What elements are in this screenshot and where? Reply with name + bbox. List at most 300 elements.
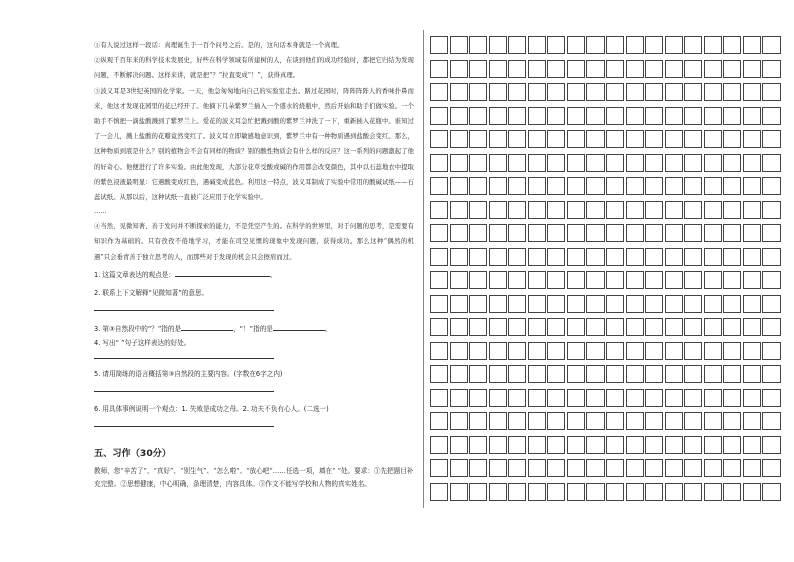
grid-cell[interactable]	[489, 60, 507, 78]
grid-cell[interactable]	[704, 201, 722, 219]
grid-cell[interactable]	[762, 389, 780, 407]
grid-cell[interactable]	[528, 318, 546, 336]
grid-cell[interactable]	[684, 412, 702, 430]
grid-cell[interactable]	[489, 436, 507, 454]
grid-cell[interactable]	[626, 412, 644, 430]
grid-cell[interactable]	[606, 365, 624, 383]
grid-cell[interactable]	[450, 201, 468, 219]
grid-cell[interactable]	[528, 154, 546, 172]
grid-cell[interactable]	[723, 177, 741, 195]
grid-cell[interactable]	[450, 318, 468, 336]
grid-cell[interactable]	[743, 318, 761, 336]
grid-cell[interactable]	[665, 130, 683, 148]
grid-cell[interactable]	[469, 36, 487, 54]
grid-cell[interactable]	[430, 436, 448, 454]
grid-cell[interactable]	[430, 83, 448, 101]
grid-cell[interactable]	[626, 107, 644, 125]
grid-cell[interactable]	[704, 248, 722, 266]
grid-cell[interactable]	[469, 154, 487, 172]
grid-cell[interactable]	[704, 271, 722, 289]
grid-cell[interactable]	[723, 248, 741, 266]
grid-cell[interactable]	[508, 83, 526, 101]
grid-cell[interactable]	[606, 248, 624, 266]
grid-cell[interactable]	[430, 365, 448, 383]
grid-cell[interactable]	[586, 107, 604, 125]
grid-cell[interactable]	[743, 107, 761, 125]
grid-cell[interactable]	[547, 365, 565, 383]
grid-cell[interactable]	[567, 107, 585, 125]
grid-cell[interactable]	[489, 224, 507, 242]
grid-cell[interactable]	[489, 248, 507, 266]
grid-cell[interactable]	[723, 412, 741, 430]
grid-cell[interactable]	[626, 459, 644, 477]
grid-cell[interactable]	[450, 107, 468, 125]
grid-cell[interactable]	[450, 389, 468, 407]
grid-cell[interactable]	[567, 459, 585, 477]
grid-cell[interactable]	[704, 459, 722, 477]
grid-cell[interactable]	[489, 271, 507, 289]
grid-cell[interactable]	[626, 248, 644, 266]
grid-cell[interactable]	[723, 36, 741, 54]
grid-cell[interactable]	[762, 201, 780, 219]
grid-cell[interactable]	[547, 342, 565, 360]
grid-cell[interactable]	[645, 342, 663, 360]
grid-cell[interactable]	[762, 295, 780, 313]
grid-cell[interactable]	[743, 271, 761, 289]
grid-cell[interactable]	[547, 389, 565, 407]
grid-cell[interactable]	[567, 83, 585, 101]
grid-cell[interactable]	[762, 271, 780, 289]
grid-cell[interactable]	[450, 248, 468, 266]
grid-cell[interactable]	[528, 83, 546, 101]
grid-cell[interactable]	[762, 342, 780, 360]
grid-cell[interactable]	[489, 295, 507, 313]
grid-cell[interactable]	[469, 248, 487, 266]
grid-cell[interactable]	[762, 83, 780, 101]
grid-cell[interactable]	[567, 177, 585, 195]
grid-cell[interactable]	[450, 271, 468, 289]
grid-cell[interactable]	[684, 342, 702, 360]
grid-cell[interactable]	[743, 412, 761, 430]
grid-cell[interactable]	[489, 342, 507, 360]
grid-cell[interactable]	[723, 459, 741, 477]
grid-cell[interactable]	[684, 389, 702, 407]
grid-cell[interactable]	[762, 130, 780, 148]
grid-cell[interactable]	[645, 412, 663, 430]
grid-cell[interactable]	[762, 154, 780, 172]
grid-cell[interactable]	[547, 224, 565, 242]
grid-cell[interactable]	[665, 201, 683, 219]
grid-cell[interactable]	[743, 201, 761, 219]
grid-cell[interactable]	[665, 107, 683, 125]
grid-cell[interactable]	[723, 318, 741, 336]
grid-cell[interactable]	[508, 459, 526, 477]
grid-cell[interactable]	[684, 459, 702, 477]
grid-cell[interactable]	[684, 295, 702, 313]
grid-cell[interactable]	[606, 154, 624, 172]
answer-blank-1[interactable]	[175, 269, 270, 277]
grid-cell[interactable]	[450, 177, 468, 195]
grid-cell[interactable]	[586, 36, 604, 54]
grid-cell[interactable]	[606, 342, 624, 360]
grid-cell[interactable]	[606, 412, 624, 430]
grid-cell[interactable]	[450, 365, 468, 383]
grid-cell[interactable]	[469, 271, 487, 289]
grid-cell[interactable]	[743, 248, 761, 266]
grid-cell[interactable]	[665, 389, 683, 407]
grid-cell[interactable]	[547, 107, 565, 125]
grid-cell[interactable]	[665, 436, 683, 454]
grid-cell[interactable]	[567, 483, 585, 501]
grid-cell[interactable]	[606, 177, 624, 195]
grid-cell[interactable]	[626, 224, 644, 242]
grid-cell[interactable]	[567, 201, 585, 219]
grid-cell[interactable]	[567, 412, 585, 430]
grid-cell[interactable]	[762, 36, 780, 54]
grid-cell[interactable]	[606, 295, 624, 313]
grid-cell[interactable]	[684, 36, 702, 54]
grid-cell[interactable]	[626, 318, 644, 336]
grid-cell[interactable]	[430, 483, 448, 501]
grid-cell[interactable]	[567, 130, 585, 148]
grid-cell[interactable]	[704, 389, 722, 407]
grid-cell[interactable]	[508, 36, 526, 54]
grid-cell[interactable]	[684, 154, 702, 172]
grid-cell[interactable]	[743, 154, 761, 172]
grid-cell[interactable]	[489, 483, 507, 501]
grid-cell[interactable]	[665, 154, 683, 172]
grid-cell[interactable]	[547, 60, 565, 78]
grid-cell[interactable]	[743, 60, 761, 78]
grid-cell[interactable]	[704, 436, 722, 454]
grid-cell[interactable]	[743, 483, 761, 501]
grid-cell[interactable]	[528, 459, 546, 477]
grid-cell[interactable]	[469, 83, 487, 101]
grid-cell[interactable]	[586, 389, 604, 407]
grid-cell[interactable]	[469, 483, 487, 501]
grid-cell[interactable]	[586, 271, 604, 289]
grid-cell[interactable]	[469, 412, 487, 430]
grid-cell[interactable]	[547, 318, 565, 336]
grid-cell[interactable]	[528, 436, 546, 454]
grid-cell[interactable]	[586, 483, 604, 501]
grid-cell[interactable]	[586, 365, 604, 383]
grid-cell[interactable]	[430, 36, 448, 54]
grid-cell[interactable]	[450, 483, 468, 501]
grid-cell[interactable]	[626, 436, 644, 454]
grid-cell[interactable]	[626, 389, 644, 407]
grid-cell[interactable]	[547, 459, 565, 477]
grid-cell[interactable]	[508, 436, 526, 454]
grid-cell[interactable]	[450, 295, 468, 313]
grid-cell[interactable]	[508, 60, 526, 78]
grid-cell[interactable]	[528, 412, 546, 430]
grid-cell[interactable]	[547, 36, 565, 54]
grid-cell[interactable]	[547, 201, 565, 219]
grid-cell[interactable]	[508, 177, 526, 195]
grid-cell[interactable]	[528, 60, 546, 78]
grid-cell[interactable]	[704, 60, 722, 78]
grid-cell[interactable]	[743, 436, 761, 454]
grid-cell[interactable]	[547, 154, 565, 172]
grid-cell[interactable]	[665, 365, 683, 383]
grid-cell[interactable]	[430, 318, 448, 336]
grid-cell[interactable]	[665, 342, 683, 360]
grid-cell[interactable]	[684, 177, 702, 195]
grid-cell[interactable]	[430, 271, 448, 289]
composition-writing-grid[interactable]	[430, 36, 786, 508]
grid-cell[interactable]	[606, 107, 624, 125]
grid-cell[interactable]	[586, 342, 604, 360]
grid-cell[interactable]	[606, 60, 624, 78]
grid-cell[interactable]	[645, 60, 663, 78]
grid-cell[interactable]	[665, 318, 683, 336]
grid-cell[interactable]	[450, 36, 468, 54]
grid-cell[interactable]	[626, 295, 644, 313]
grid-cell[interactable]	[606, 271, 624, 289]
grid-cell[interactable]	[567, 295, 585, 313]
grid-cell[interactable]	[567, 154, 585, 172]
grid-cell[interactable]	[469, 107, 487, 125]
grid-cell[interactable]	[665, 483, 683, 501]
grid-cell[interactable]	[547, 412, 565, 430]
grid-cell[interactable]	[430, 248, 448, 266]
grid-cell[interactable]	[508, 389, 526, 407]
grid-cell[interactable]	[508, 201, 526, 219]
grid-cell[interactable]	[606, 436, 624, 454]
grid-cell[interactable]	[430, 412, 448, 430]
grid-cell[interactable]	[586, 436, 604, 454]
grid-cell[interactable]	[762, 365, 780, 383]
grid-cell[interactable]	[547, 130, 565, 148]
grid-cell[interactable]	[684, 365, 702, 383]
grid-cell[interactable]	[626, 130, 644, 148]
grid-cell[interactable]	[762, 412, 780, 430]
grid-cell[interactable]	[508, 154, 526, 172]
grid-cell[interactable]	[626, 83, 644, 101]
grid-cell[interactable]	[450, 459, 468, 477]
grid-cell[interactable]	[606, 459, 624, 477]
grid-cell[interactable]	[684, 60, 702, 78]
grid-cell[interactable]	[684, 201, 702, 219]
grid-cell[interactable]	[450, 60, 468, 78]
grid-cell[interactable]	[665, 412, 683, 430]
grid-cell[interactable]	[723, 342, 741, 360]
grid-cell[interactable]	[469, 224, 487, 242]
grid-cell[interactable]	[606, 389, 624, 407]
grid-cell[interactable]	[586, 412, 604, 430]
grid-cell[interactable]	[723, 201, 741, 219]
grid-cell[interactable]	[430, 201, 448, 219]
grid-cell[interactable]	[508, 412, 526, 430]
grid-cell[interactable]	[450, 83, 468, 101]
grid-cell[interactable]	[762, 60, 780, 78]
grid-cell[interactable]	[508, 107, 526, 125]
grid-cell[interactable]	[489, 459, 507, 477]
grid-cell[interactable]	[489, 201, 507, 219]
grid-cell[interactable]	[743, 224, 761, 242]
grid-cell[interactable]	[704, 342, 722, 360]
grid-cell[interactable]	[626, 201, 644, 219]
grid-cell[interactable]	[743, 295, 761, 313]
grid-cell[interactable]	[665, 295, 683, 313]
grid-cell[interactable]	[586, 130, 604, 148]
grid-cell[interactable]	[469, 342, 487, 360]
grid-cell[interactable]	[489, 154, 507, 172]
grid-cell[interactable]	[684, 107, 702, 125]
grid-cell[interactable]	[762, 224, 780, 242]
grid-cell[interactable]	[645, 154, 663, 172]
grid-cell[interactable]	[469, 201, 487, 219]
grid-cell[interactable]	[606, 224, 624, 242]
grid-cell[interactable]	[626, 36, 644, 54]
grid-cell[interactable]	[450, 154, 468, 172]
grid-cell[interactable]	[704, 224, 722, 242]
grid-cell[interactable]	[508, 365, 526, 383]
grid-cell[interactable]	[704, 177, 722, 195]
grid-cell[interactable]	[508, 295, 526, 313]
grid-cell[interactable]	[528, 130, 546, 148]
grid-cell[interactable]	[723, 483, 741, 501]
grid-cell[interactable]	[450, 436, 468, 454]
grid-cell[interactable]	[665, 271, 683, 289]
grid-cell[interactable]	[586, 224, 604, 242]
grid-cell[interactable]	[430, 459, 448, 477]
grid-cell[interactable]	[684, 224, 702, 242]
grid-cell[interactable]	[626, 342, 644, 360]
grid-cell[interactable]	[723, 83, 741, 101]
grid-cell[interactable]	[430, 60, 448, 78]
grid-cell[interactable]	[665, 224, 683, 242]
grid-cell[interactable]	[606, 483, 624, 501]
grid-cell[interactable]	[528, 365, 546, 383]
grid-cell[interactable]	[508, 483, 526, 501]
grid-cell[interactable]	[567, 436, 585, 454]
grid-cell[interactable]	[684, 483, 702, 501]
grid-cell[interactable]	[743, 36, 761, 54]
grid-cell[interactable]	[626, 60, 644, 78]
grid-cell[interactable]	[684, 271, 702, 289]
grid-cell[interactable]	[645, 36, 663, 54]
grid-cell[interactable]	[606, 318, 624, 336]
grid-cell[interactable]	[606, 83, 624, 101]
grid-cell[interactable]	[645, 295, 663, 313]
grid-cell[interactable]	[684, 130, 702, 148]
grid-cell[interactable]	[567, 36, 585, 54]
grid-cell[interactable]	[723, 130, 741, 148]
grid-cell[interactable]	[430, 224, 448, 242]
grid-cell[interactable]	[704, 83, 722, 101]
grid-cell[interactable]	[762, 318, 780, 336]
grid-cell[interactable]	[606, 36, 624, 54]
grid-cell[interactable]	[528, 389, 546, 407]
grid-cell[interactable]	[704, 295, 722, 313]
grid-cell[interactable]	[567, 389, 585, 407]
grid-cell[interactable]	[547, 295, 565, 313]
grid-cell[interactable]	[723, 365, 741, 383]
grid-cell[interactable]	[762, 459, 780, 477]
grid-cell[interactable]	[469, 130, 487, 148]
grid-cell[interactable]	[450, 412, 468, 430]
grid-cell[interactable]	[626, 154, 644, 172]
grid-cell[interactable]	[665, 459, 683, 477]
grid-cell[interactable]	[704, 365, 722, 383]
grid-cell[interactable]	[430, 154, 448, 172]
grid-cell[interactable]	[723, 224, 741, 242]
grid-cell[interactable]	[586, 177, 604, 195]
grid-cell[interactable]	[723, 389, 741, 407]
grid-cell[interactable]	[606, 130, 624, 148]
grid-cell[interactable]	[723, 295, 741, 313]
grid-cell[interactable]	[430, 130, 448, 148]
grid-cell[interactable]	[743, 177, 761, 195]
grid-cell[interactable]	[743, 459, 761, 477]
grid-cell[interactable]	[450, 130, 468, 148]
grid-cell[interactable]	[489, 412, 507, 430]
grid-cell[interactable]	[547, 436, 565, 454]
grid-cell[interactable]	[723, 107, 741, 125]
grid-cell[interactable]	[489, 36, 507, 54]
grid-cell[interactable]	[626, 177, 644, 195]
grid-cell[interactable]	[528, 271, 546, 289]
grid-cell[interactable]	[508, 130, 526, 148]
grid-cell[interactable]	[547, 83, 565, 101]
grid-cell[interactable]	[762, 107, 780, 125]
answer-blank-3a[interactable]	[181, 323, 233, 331]
grid-cell[interactable]	[606, 201, 624, 219]
grid-cell[interactable]	[586, 83, 604, 101]
grid-cell[interactable]	[567, 365, 585, 383]
grid-cell[interactable]	[665, 36, 683, 54]
grid-cell[interactable]	[430, 295, 448, 313]
grid-cell[interactable]	[567, 60, 585, 78]
grid-cell[interactable]	[743, 389, 761, 407]
grid-cell[interactable]	[762, 436, 780, 454]
grid-cell[interactable]	[547, 483, 565, 501]
grid-cell[interactable]	[469, 459, 487, 477]
grid-cell[interactable]	[528, 107, 546, 125]
grid-cell[interactable]	[469, 318, 487, 336]
grid-cell[interactable]	[586, 459, 604, 477]
grid-cell[interactable]	[489, 83, 507, 101]
grid-cell[interactable]	[528, 201, 546, 219]
grid-cell[interactable]	[430, 389, 448, 407]
grid-cell[interactable]	[704, 412, 722, 430]
grid-cell[interactable]	[528, 36, 546, 54]
grid-cell[interactable]	[704, 154, 722, 172]
grid-cell[interactable]	[528, 483, 546, 501]
grid-cell[interactable]	[547, 271, 565, 289]
grid-cell[interactable]	[489, 130, 507, 148]
grid-cell[interactable]	[704, 130, 722, 148]
grid-cell[interactable]	[450, 224, 468, 242]
grid-cell[interactable]	[645, 83, 663, 101]
grid-cell[interactable]	[743, 365, 761, 383]
grid-cell[interactable]	[567, 248, 585, 266]
grid-cell[interactable]	[645, 436, 663, 454]
grid-cell[interactable]	[684, 318, 702, 336]
grid-cell[interactable]	[489, 318, 507, 336]
grid-cell[interactable]	[645, 130, 663, 148]
grid-cell[interactable]	[704, 318, 722, 336]
grid-cell[interactable]	[645, 201, 663, 219]
grid-cell[interactable]	[723, 436, 741, 454]
answer-blank-3b[interactable]	[273, 323, 325, 331]
grid-cell[interactable]	[586, 295, 604, 313]
grid-cell[interactable]	[704, 483, 722, 501]
grid-cell[interactable]	[626, 365, 644, 383]
grid-cell[interactable]	[743, 130, 761, 148]
